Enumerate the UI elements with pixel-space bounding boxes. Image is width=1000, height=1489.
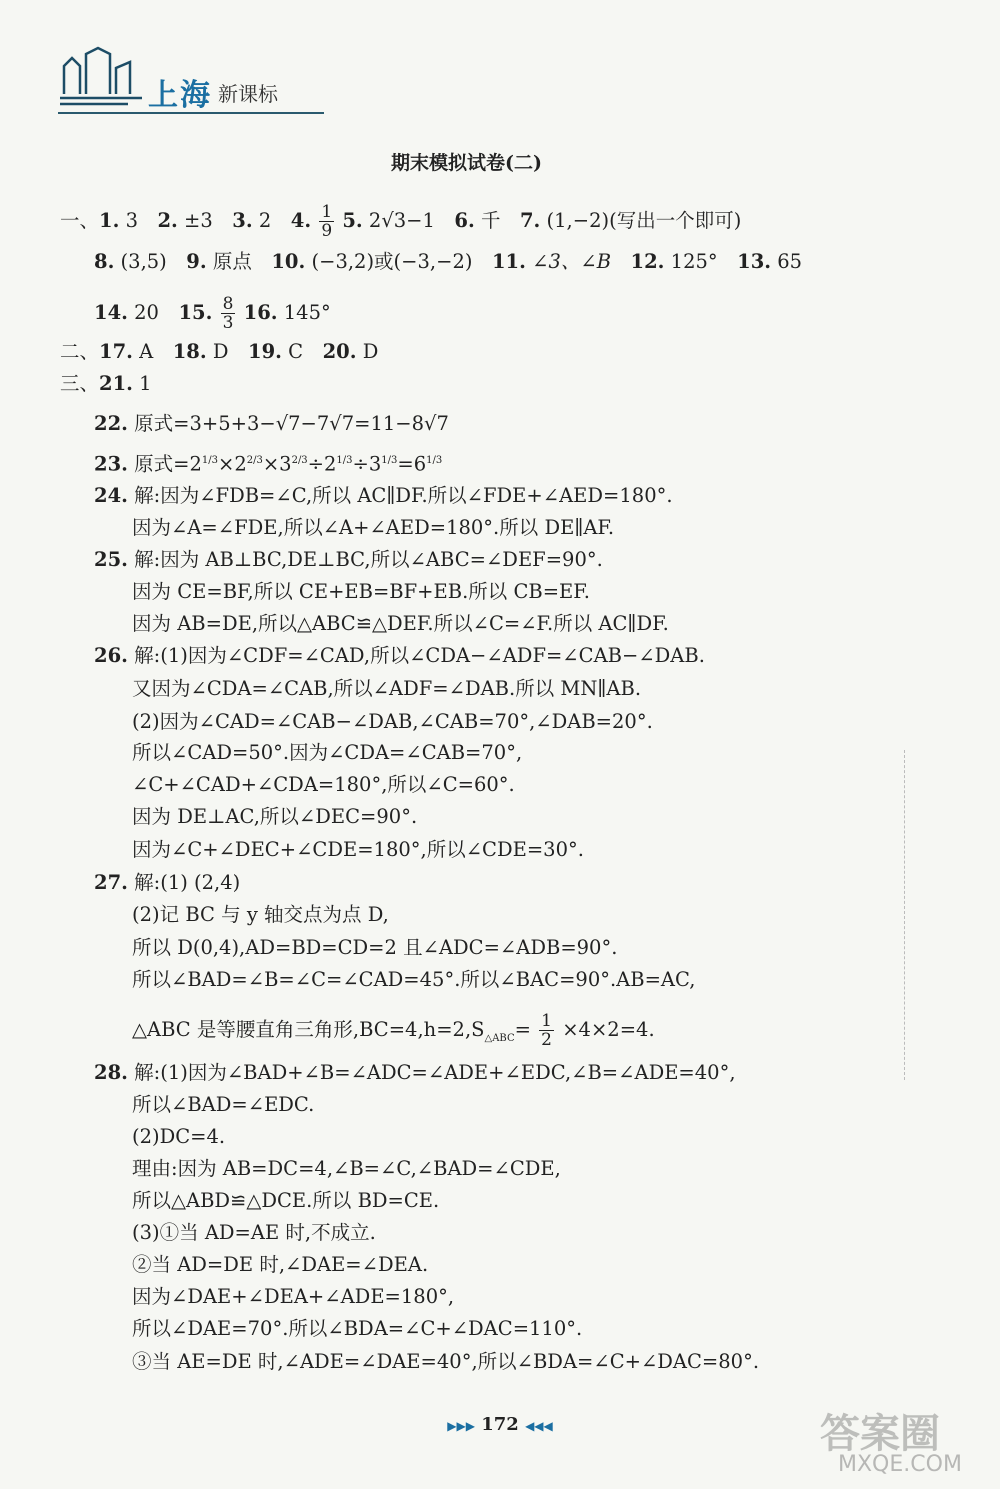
- question-number: 18.: [172, 340, 207, 363]
- answer-line-27c: [132, 936, 617, 960]
- brand-title: 上海: [148, 78, 212, 113]
- answer-line-26b: [132, 677, 641, 701]
- question-number: 12.: [630, 250, 665, 273]
- answer-text: 因为∠C+∠DEC+∠CDE=180°,所以∠CDE=30°.: [132, 838, 584, 861]
- question-number: 15.: [178, 301, 213, 324]
- question-number: 13.: [737, 250, 772, 273]
- answer-line-26g: [132, 838, 584, 862]
- answer-text: D: [356, 340, 379, 363]
- answer-text: ②当 AD=DE 时,∠DAE=∠DEA.: [132, 1253, 429, 1276]
- fraction-numerator: 1: [321, 202, 333, 222]
- header-rule: [58, 112, 324, 114]
- fraction-denominator: 3: [222, 313, 234, 333]
- section-label: 三、: [60, 372, 100, 395]
- question-number: 7.: [519, 209, 541, 232]
- answer-text: =6: [397, 452, 427, 476]
- answer-line-25a: [94, 548, 603, 572]
- brand-subtitle: 新课标: [218, 82, 278, 106]
- answer-text: (1,−2)(写出一个即可): [540, 209, 742, 232]
- answer-text: D: [206, 340, 249, 363]
- question-number: 6.: [454, 209, 475, 232]
- answer-line-4: [60, 340, 378, 364]
- question-number: 25.: [94, 548, 128, 571]
- answer-text: 3: [119, 209, 158, 232]
- answer-line-22: [94, 412, 449, 436]
- answer-text: C: [281, 340, 323, 363]
- answer-text: ÷2: [307, 452, 337, 476]
- answer-line-26e: [132, 773, 515, 797]
- answer-text: 所以∠BAD=∠EDC.: [132, 1093, 315, 1116]
- answer-text: 千: [474, 209, 520, 232]
- exponent: 1/3: [426, 455, 443, 466]
- answer-text: ×4×2=4.: [562, 1018, 655, 1041]
- section-label: 一、: [60, 209, 100, 232]
- answer-text: 65: [771, 250, 803, 273]
- exponent: 2/3: [246, 455, 263, 466]
- answer-text: 原式=3+5+3−√7−7√7=11−8√7: [127, 412, 449, 435]
- answer-text: 2: [252, 209, 291, 232]
- answer-text: ÷3: [352, 452, 382, 476]
- answer-text: △ABC 是等腰直角三角形,BC=4,h=2,S: [132, 1018, 485, 1041]
- question-number: 5.: [342, 209, 363, 232]
- question-number: 8.: [94, 250, 115, 273]
- answer-line-3: [94, 295, 331, 332]
- question-number: 16.: [243, 301, 278, 324]
- answer-text: 原点: [206, 250, 272, 273]
- answer-line-28b: [132, 1093, 314, 1117]
- answer-text: 所以∠DAE=70°.所以∠BDA=∠C+∠DAC=110°.: [132, 1317, 583, 1340]
- question-number: 20.: [322, 340, 357, 363]
- answer-text: ③当 AE=DE 时,∠ADE=∠DAE=40°,所以∠BDA=∠C+∠DAC=80°.: [132, 1350, 760, 1373]
- answer-text: 因为 AB=DE,所以△ABC≌△DEF.所以∠C=∠F.所以 AC∥DF.: [132, 612, 669, 635]
- answer-text: 解:(1)因为∠BAD+∠B=∠ADC=∠ADE+∠EDC,∠B=∠ADE=40°,: [134, 1061, 736, 1084]
- answer-line-27a: [94, 871, 240, 895]
- answer-text: 所以 D(0,4),AD=BD=CD=2 且∠ADC=∠ADB=90°.: [132, 936, 618, 959]
- fraction-numerator: 8: [222, 294, 234, 314]
- answer-text: A: [132, 340, 173, 363]
- answer-text: 因为 CE=BF,所以 CE+EB=BF+EB.所以 CB=EF.: [132, 580, 590, 603]
- answer-text: 理由:因为 AB=DC=4,∠B=∠C,∠BAD=∠CDE,: [132, 1157, 561, 1180]
- margin-rule: [904, 750, 905, 1080]
- answer-text: 125°: [664, 250, 738, 273]
- exponent: 1/3: [201, 455, 218, 466]
- answer-line-28a: [94, 1061, 736, 1085]
- answer-line-26a: [94, 644, 705, 668]
- watermark-logo: 答案圈: [820, 1411, 940, 1457]
- answer-line-21: [60, 372, 152, 396]
- section-label: 二、: [60, 340, 100, 363]
- question-number: 10.: [271, 250, 306, 273]
- answer-line-1: [60, 203, 741, 240]
- answer-text: =: [514, 1018, 531, 1041]
- answer-text: (3,5): [114, 250, 187, 273]
- answer-text: (−3,2)或(−3,−2): [305, 250, 492, 273]
- answer-line-27e: [132, 1012, 655, 1051]
- fraction: [539, 1012, 554, 1049]
- fraction: [319, 203, 334, 240]
- answer-text: 解:因为∠FDB=∠C,所以 AC∥DF.所以∠FDE+∠AED=180°.: [134, 484, 673, 507]
- question-number: 9.: [186, 250, 207, 273]
- answer-text: 因为∠DAE+∠DEA+∠ADE=180°,: [132, 1285, 455, 1308]
- subscript: △ABC: [484, 1032, 515, 1044]
- answer-text: ±3: [177, 209, 233, 232]
- question-number: 11.: [491, 250, 526, 273]
- answer-text: (2)因为∠CAD=∠CAB−∠DAB,∠CAB=70°,∠DAB=20°.: [132, 710, 653, 733]
- question-number: 24.: [94, 484, 128, 507]
- answer-line-28f: [132, 1221, 376, 1245]
- watermark-url: MXQE.COM: [838, 1452, 962, 1477]
- answer-line-2: [94, 250, 802, 274]
- answer-text: 因为 DE⊥AC,所以∠DEC=90°.: [132, 805, 418, 828]
- page-title: 期末模拟试卷(二): [391, 152, 542, 174]
- answer-line-28g: [132, 1253, 428, 1277]
- question-number: 14.: [94, 301, 128, 324]
- question-number: 22.: [94, 412, 128, 435]
- answer-text: (3)①当 AD=AE 时,不成立.: [132, 1221, 376, 1244]
- answer-text: 145°: [277, 301, 331, 324]
- answer-text: (2)DC=4.: [132, 1125, 226, 1148]
- fraction-denominator: 9: [321, 221, 333, 241]
- answer-text: 所以△ABD≌△DCE.所以 BD=CE.: [132, 1189, 440, 1212]
- question-number: 21.: [99, 372, 133, 395]
- answer-text: 原式=2: [127, 452, 202, 476]
- answer-text: 1: [132, 372, 152, 395]
- fraction-denominator: 2: [541, 1030, 552, 1050]
- answer-text: ∠3、∠B: [525, 250, 631, 273]
- answer-line-28j: [132, 1350, 759, 1374]
- answer-text: 20: [127, 301, 179, 324]
- exponent: 1/3: [336, 455, 353, 466]
- answer-line-28i: [132, 1317, 582, 1341]
- page-number-text: 172: [481, 1414, 519, 1435]
- answer-text: 又因为∠CDA=∠CAB,所以∠ADF=∠DAB.所以 MN∥AB.: [132, 677, 642, 700]
- exponent: 2/3: [291, 455, 308, 466]
- answer-text: ∠C+∠CAD+∠CDA=180°,所以∠C=60°.: [132, 773, 515, 796]
- question-number: 17.: [99, 340, 133, 363]
- left-arrows-icon: ◀◀◀: [525, 1419, 553, 1433]
- question-number: 1.: [99, 209, 120, 232]
- answer-line-28c: [132, 1125, 225, 1149]
- answer-text: 所以∠BAD=∠B=∠C=∠CAD=45°.所以∠BAC=90°.AB=AC,: [132, 968, 696, 991]
- answer-line-27d: [132, 968, 695, 992]
- answer-line-23: [94, 449, 442, 477]
- question-number: 28.: [94, 1061, 128, 1084]
- question-number: 4.: [290, 209, 312, 232]
- answer-text: 所以∠CAD=50°.因为∠CDA=∠CAB=70°,: [132, 741, 523, 764]
- answer-text: (2)记 BC 与 y 轴交点为点 D,: [132, 903, 389, 926]
- city-skyline-logo: [58, 44, 146, 110]
- answer-text: 因为∠A=∠FDE,所以∠A+∠AED=180°.所以 DE∥AF.: [132, 516, 615, 539]
- question-number: 3.: [232, 209, 253, 232]
- answer-text: ×2: [217, 452, 247, 476]
- answer-line-27b: [132, 903, 389, 927]
- fraction-numerator: 1: [541, 1011, 552, 1031]
- answer-line-28d: [132, 1157, 561, 1181]
- right-arrows-icon: ▶▶▶: [447, 1419, 475, 1433]
- answer-text: 解:(1) (2,4): [134, 871, 241, 894]
- question-number: 26.: [94, 644, 128, 667]
- question-number: 2.: [157, 209, 178, 232]
- question-number: 23.: [94, 452, 128, 476]
- answer-line-28h: [132, 1285, 454, 1309]
- answer-line-28e: [132, 1189, 439, 1213]
- question-number: 27.: [94, 871, 128, 894]
- answer-line-26c: [132, 710, 653, 734]
- answer-text: 解:(1)因为∠CDF=∠CAD,所以∠CDA−∠ADF=∠CAB−∠DAB.: [134, 644, 705, 667]
- answer-line-25c: [132, 612, 669, 636]
- exponent: 1/3: [381, 455, 398, 466]
- question-number: 19.: [248, 340, 282, 363]
- fraction: [221, 295, 236, 332]
- answer-text: ×3: [262, 452, 292, 476]
- book-header: [58, 42, 326, 116]
- answer-line-24a: [94, 484, 673, 508]
- answer-text: 解:因为 AB⊥BC,DE⊥BC,所以∠ABC=∠DEF=90°.: [134, 548, 603, 571]
- answer-line-24b: [132, 516, 614, 540]
- answer-line-26f: [132, 805, 417, 829]
- answer-line-26d: [132, 741, 522, 765]
- answer-line-25b: [132, 580, 590, 604]
- answer-text: 2√3−1: [362, 209, 455, 232]
